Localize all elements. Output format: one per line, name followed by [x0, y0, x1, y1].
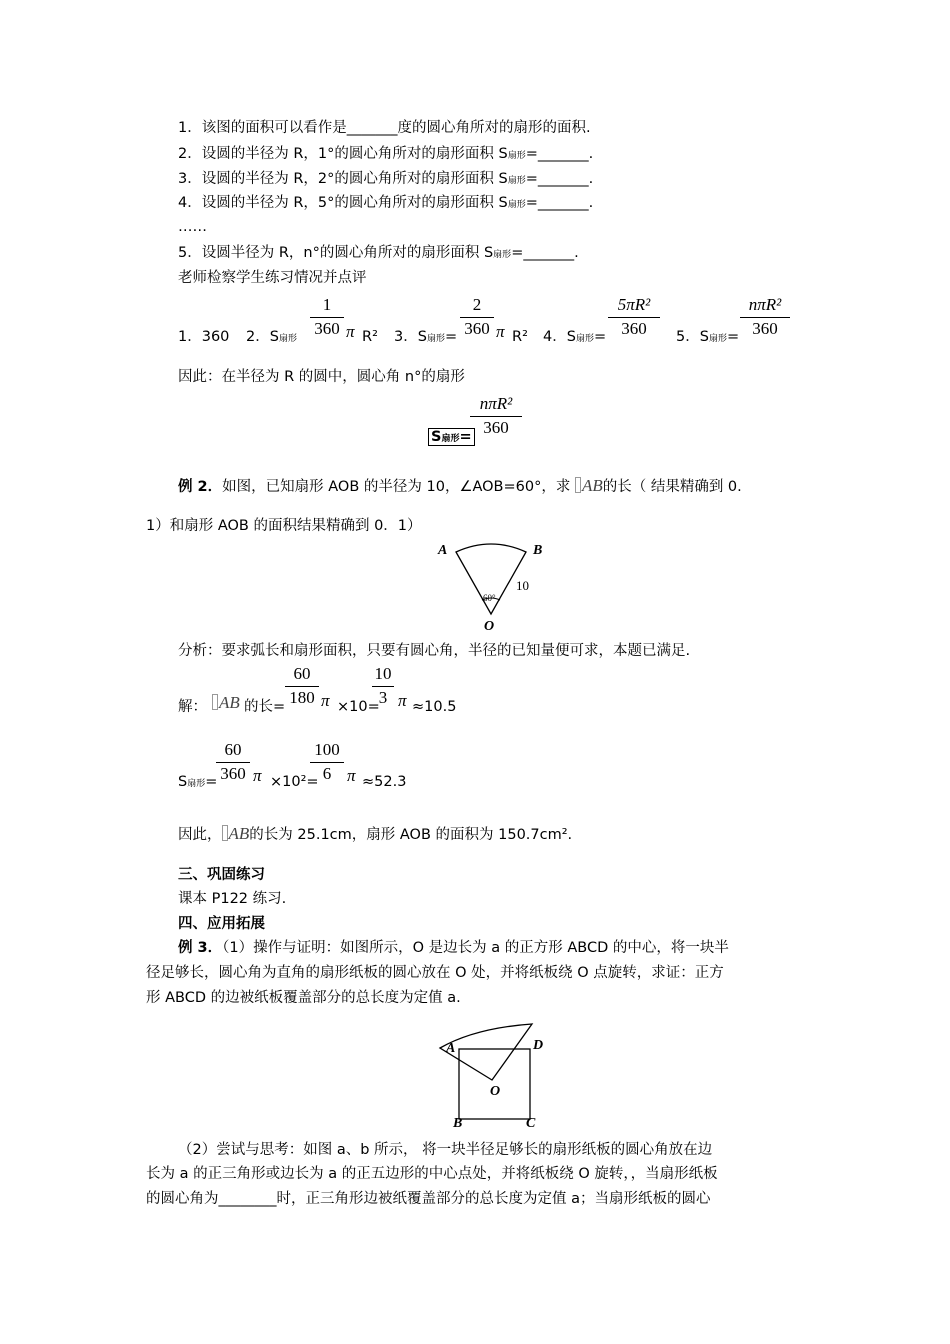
area-fraction-2: 100 6	[310, 740, 344, 784]
section4-title: 四、应用拓展	[178, 916, 265, 932]
label-b: B	[533, 543, 543, 558]
exercise-q5: 5．设圆半径为 R，n°的圆心角所对的扇形面积 S扇形=_______.	[178, 245, 579, 261]
example2-line1: 例 2．如图，已知扇形 AOB 的半径为 10，∠AOB=60°，求 AB的长（ 结果精确到 0.	[178, 476, 742, 495]
final-sentence: 因此， AB的长为 25.1cm，扇形 AOB 的面积为 150.7cm².	[178, 824, 573, 843]
solution-fraction-2: 10 3	[372, 664, 394, 708]
sq-label-c: C	[526, 1116, 536, 1131]
answer-2-label: 2．S扇形	[246, 329, 297, 345]
answer-3-r2: R²	[512, 329, 528, 345]
area-fraction-1: 60 360	[216, 740, 250, 784]
example3-line1: 例 3．（1）操作与证明：如图所示，O 是边长为 a 的正方形 ABCD 的中心，将一块半	[178, 940, 729, 956]
section3-text: 课本 P122 练习.	[178, 891, 287, 907]
exercise-q1: 1．该图的面积可以看作是_______度的圆心角所对的扇形的面积.	[178, 120, 591, 136]
area-label: S扇形=	[178, 774, 218, 790]
example3-line3: 形 ABCD 的边被纸板覆盖部分的总长度为定值 a.	[146, 990, 461, 1006]
solution-result-1: ≈10.5	[412, 699, 457, 715]
conclusion-fraction: nπR² 360	[470, 394, 522, 438]
answer-2-fraction: 1 360	[310, 295, 344, 339]
sq-label-o: O	[490, 1084, 501, 1099]
solution-arc: AB	[212, 694, 240, 713]
answer-2-r2: R²	[362, 329, 378, 345]
part2-line2: 长为 a 的正三角形或边长为 a 的正五边形的中心点处，并将纸板绕 O 旋转，，当扇形纸板	[146, 1166, 718, 1182]
label-angle: 60°	[483, 593, 496, 603]
exercise-q2: 2．设圆的半径为 R，1°的圆心角所对的扇形面积 S扇形=_______.	[178, 146, 594, 162]
example3-line2: 径足够长，圆心角为直角的扇形纸板的圆心放在 O 处，并将纸板绕 O 点旋转，求证：正方	[146, 965, 724, 981]
exercise-q4: 4．设圆的半径为 R，5°的圆心角所对的扇形面积 S扇形=_______.	[178, 195, 594, 211]
analysis-text: 分析：要求弧长和扇形面积，只要有圆心角，半径的已知量便可求，本题已满足.	[178, 643, 691, 659]
sq-label-b: B	[453, 1116, 463, 1131]
sq-label-d: D	[533, 1038, 544, 1053]
answer-3-fraction: 2 360	[460, 295, 494, 339]
answer-4-label: 4．S扇形=	[543, 329, 607, 345]
answer-5-fraction: nπR² 360	[740, 295, 790, 339]
area-result: ≈52.3	[362, 774, 407, 790]
sq-label-a: A	[446, 1041, 456, 1056]
area-pi-2: π	[347, 766, 356, 785]
teacher-note: 老师检察学生练习情况并点评	[178, 270, 367, 286]
exercise-q3: 3．设圆的半径为 R，2°的圆心角所对的扇形面积 S扇形=_______.	[178, 171, 594, 187]
label-a: A	[438, 543, 448, 558]
area-pi-1: π	[253, 766, 262, 785]
solution-pi-1: π	[321, 691, 330, 710]
solution-fraction-1: 60 180	[285, 664, 319, 708]
answer-2-pi: π	[346, 322, 355, 341]
label-o: O	[484, 619, 495, 634]
answer-3-pi: π	[496, 322, 505, 341]
answer-5-label: 5．S扇形=	[676, 329, 740, 345]
solution-length-label: 的长=	[244, 699, 286, 715]
conclusion-text: 因此：在半径为 R 的圆中，圆心角 n°的扇形	[178, 369, 465, 385]
section3-title: 三、巩固练习	[178, 867, 265, 883]
solution-label: 解：	[178, 699, 207, 715]
answer-1: 1．360	[178, 329, 230, 345]
exercise-dots: ……	[178, 219, 207, 235]
answer-4-fraction: 5πR² 360	[608, 295, 660, 339]
part2-line3: 的圆心角为________时，正三角形边被纸覆盖部分的总长度为定值 a；当扇形纸板的圆心	[146, 1191, 711, 1207]
conclusion-formula-label: S扇形=	[428, 428, 475, 448]
answer-3-label: 3．S扇形=	[394, 329, 458, 345]
square-figure	[430, 1016, 560, 1136]
solution-times10: ×10=	[337, 699, 380, 715]
part2-line1: （2）尝试与思考：如图 a、b 所示， 将一块半径足够长的扇形纸板的圆心角放在边	[178, 1142, 713, 1158]
example2-line2: 1）和扇形 AOB 的面积结果精确到 0．1）	[146, 518, 422, 534]
area-times: ×10²=	[270, 774, 319, 790]
solution-pi-2: π	[398, 691, 407, 710]
label-radius: 10	[516, 578, 529, 593]
